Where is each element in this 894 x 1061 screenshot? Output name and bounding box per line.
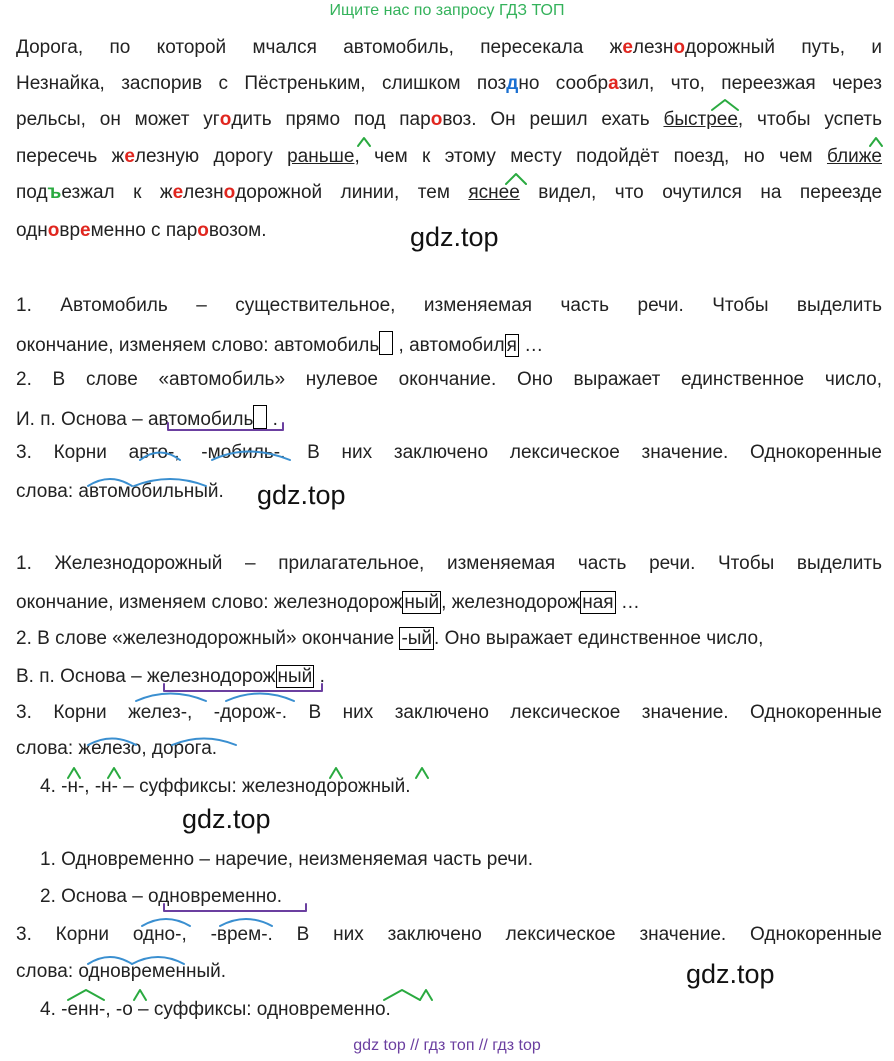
text-seg: слова:: [16, 481, 79, 502]
text-line-2: [16, 74, 882, 93]
sec3-p1: 1. Одновременно – наречие, неизменяемая часть речи.: [40, 849, 534, 870]
watermark: gdz.top: [410, 222, 499, 252]
stem-word: железнодорож: [147, 666, 276, 687]
root-arc: [226, 694, 294, 702]
watermark: gdz.top: [182, 804, 271, 834]
suffix-mark: [358, 138, 370, 146]
sec1-p1: 1. Автомобиль – существительное, изменяемая часть речи. Чтобы выделить: [16, 295, 882, 316]
text-seg: воз. Он решил ехать: [442, 109, 664, 130]
sec3-p5: 4. -енн-, -о – суффиксы: одновременно.: [40, 999, 391, 1020]
underlined-word: ближе: [826, 146, 882, 167]
highlight-letter: о: [673, 37, 685, 58]
text-seg: В. п. Основа –: [16, 666, 147, 687]
watermark: gdz.top: [257, 480, 346, 510]
text-seg: .: [211, 738, 218, 759]
underlined-word: быстрее: [663, 109, 738, 130]
text-seg: пересечь ж: [16, 146, 125, 167]
text-seg: , железнодорож: [441, 592, 581, 613]
sec2-p7: 4. -н-, -н- – суффиксы: железнодорожный.: [40, 776, 411, 797]
text-seg: , чтобы успеть: [737, 109, 883, 130]
sec1-p5: 3. Корни авто-, -мобиль-. В них заключено лексическое значение. Однокоренные: [16, 442, 882, 463]
text-seg: слова:: [16, 738, 79, 759]
ending-box: -ый: [401, 628, 433, 649]
text-seg: И. п. Основа –: [16, 409, 148, 430]
highlight-letter: е: [622, 37, 633, 58]
text-seg: .: [218, 481, 224, 502]
cognate-word: автомобильный: [78, 481, 219, 502]
suffix-mark: [416, 768, 428, 778]
text-seg: дорожной линии, тем: [235, 182, 469, 203]
highlight-letter: о: [219, 109, 232, 130]
cognate-word: дорога: [151, 738, 212, 759]
text-seg: , автомобил: [393, 335, 505, 356]
text-line-6: [16, 220, 267, 242]
sec1-p6: [16, 481, 224, 503]
ending-box: ная: [582, 592, 614, 613]
text-seg: менно с пар: [90, 220, 198, 241]
text-seg: рельсы, он может уг: [16, 109, 220, 130]
underlined-word: яснее: [468, 182, 520, 203]
highlight-letter: д: [506, 73, 519, 94]
highlight-letter: о: [430, 109, 443, 130]
text-seg: , чем к этому месту подойдёт поезд, но чем: [354, 146, 827, 167]
cognate-word: железо: [78, 738, 142, 759]
text-seg: Дорога, по которой мчался автомобиль, пересекала ж: [16, 37, 623, 58]
text-seg: .: [220, 961, 227, 982]
highlight-letter: о: [47, 220, 60, 241]
sec2-p4: [16, 666, 325, 688]
text-seg: лезную дорогу: [134, 146, 288, 167]
text-seg: ,: [141, 738, 152, 759]
text-seg: лезн: [632, 37, 674, 58]
highlight-letter: е: [124, 146, 135, 167]
cognate-word: одновременный: [78, 961, 221, 982]
sec3-p3: 3. Корни одно-, -врем-. В них заключено лексическое значение. Однокоренные: [16, 924, 882, 945]
sec3-p2: [40, 886, 282, 908]
highlight-letter: ъ: [47, 182, 62, 203]
highlight-letter: е: [80, 220, 91, 241]
text-seg: 2. В слове «железнодорожный» окончание: [16, 628, 400, 649]
stem-word: автомобиль: [147, 409, 254, 430]
sec2-p6: [16, 738, 217, 760]
text-seg: окончание, изменяем слово: железнодорож: [16, 592, 403, 613]
sec2-p2: [16, 592, 640, 614]
sec2-p1: 1. Железнодорожный – прилагательное, изменяемая часть речи. Чтобы выделить: [16, 553, 882, 574]
sec2-p5: 3. Корни желез-, -дорож-. В них заключено лексическое значение. Однокоренные: [16, 702, 882, 723]
text-seg: под: [16, 182, 48, 203]
sec2-p3: [16, 628, 763, 650]
text-seg: .: [276, 886, 283, 907]
text-line-4: [16, 147, 882, 166]
text-seg: …: [518, 335, 544, 356]
watermark: gdz.top: [686, 959, 775, 989]
text-seg: видел, что очутился на переезде: [519, 182, 883, 203]
text-seg: вр: [59, 220, 81, 241]
sec1-p3: 2. В слове «автомобиль» нулевое окончание. Оно выражает единственное число,: [16, 369, 882, 390]
text-seg: Незнайка, заспорив с Пёстреньким, слишком поз: [16, 73, 507, 94]
text-seg: но сообр: [518, 73, 609, 94]
suffix-mark: [870, 138, 882, 146]
underlined-word: раньше: [287, 146, 355, 167]
highlight-letter: е: [172, 182, 184, 203]
text-line-1: [16, 38, 882, 57]
highlight-letter: о: [197, 220, 209, 241]
ending-box: ный: [404, 592, 440, 613]
text-line-5: [16, 183, 882, 202]
text-seg: слова:: [16, 961, 79, 982]
highlight-letter: о: [223, 182, 236, 203]
zero-ending-box: [253, 405, 267, 429]
root-arc: [136, 694, 206, 702]
highlight-letter: а: [608, 73, 619, 94]
text-line-3: [16, 110, 882, 129]
text-seg: возом.: [208, 220, 267, 241]
text-seg: . Оно выражает единственное число,: [434, 628, 764, 649]
sec3-p4: [16, 961, 226, 983]
ending-box: ный: [277, 666, 313, 687]
ending-box: я: [506, 335, 517, 356]
text-seg: езжал к ж: [61, 182, 173, 203]
sec1-p2: [16, 331, 543, 357]
text-seg: дорожный путь, и: [684, 37, 882, 58]
footer-links[interactable]: gdz top // гдз топ // гдз top: [353, 1037, 541, 1054]
text-seg: зил, что, переезжая через: [618, 73, 882, 94]
header-banner: Ищите нас по запросу ГДЗ ТОП: [329, 2, 565, 19]
zero-ending-box: [379, 331, 393, 355]
text-seg: 2. Основа –: [40, 886, 149, 907]
text-seg: лезн: [183, 182, 224, 203]
sec1-p4: [16, 405, 278, 431]
text-seg: одн: [16, 220, 48, 241]
text-seg: .: [267, 409, 278, 430]
suffix-mark: [420, 990, 432, 1000]
stem-word: одновременно: [148, 886, 277, 907]
text-seg: …: [615, 592, 640, 613]
text-seg: окончание, изменяем слово: автомобиль: [16, 335, 380, 356]
text-seg: .: [314, 666, 325, 687]
text-seg: дить прямо под пар: [231, 109, 431, 130]
